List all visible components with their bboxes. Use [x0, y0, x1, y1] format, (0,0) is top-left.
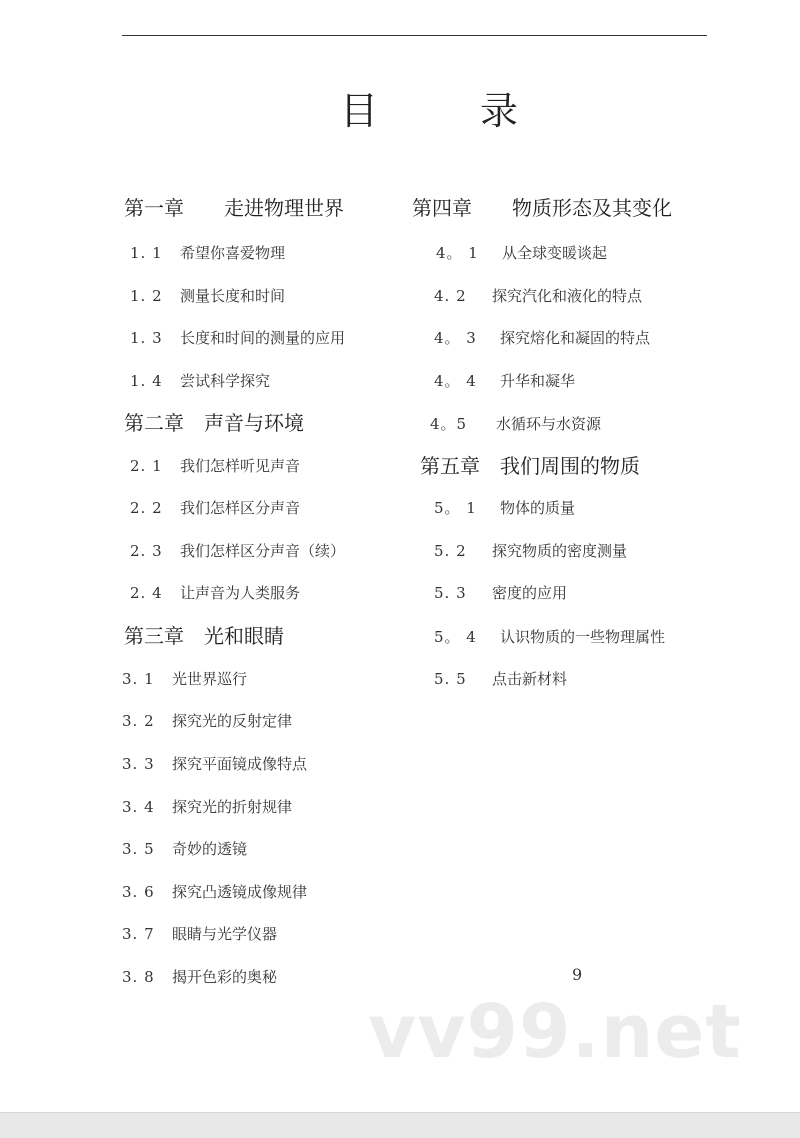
section-number: 3. 5: [122, 840, 155, 858]
section-number: 2. 3: [130, 542, 163, 560]
section-number: 4。5: [430, 415, 468, 433]
section-number: 5. 5: [434, 670, 467, 688]
section-title: 尝试科学探究: [180, 372, 271, 390]
section-title: 我们怎样听见声音: [180, 457, 301, 475]
chapter-name: 我们周围的物质: [500, 454, 640, 478]
section-number: 5. 2: [434, 542, 467, 560]
toc-entry: [434, 327, 650, 348]
chapter-heading: [124, 407, 304, 436]
toc-entry: [122, 796, 292, 817]
section-title: 测量长度和时间: [180, 287, 286, 305]
toc-entry: [122, 923, 277, 944]
section-number: 3. 1: [122, 670, 155, 688]
chapter-name: 声音与环境: [204, 411, 304, 435]
section-number: 2. 2: [130, 499, 163, 517]
chapter-heading: [420, 450, 640, 479]
toc-entry: [434, 370, 575, 391]
chapter-heading: [412, 192, 672, 221]
toc-entry: [130, 497, 300, 518]
section-title: 奇妙的透镜: [172, 840, 248, 858]
section-number: 5. 3: [434, 584, 467, 602]
toc-entry: [122, 668, 247, 689]
toc-entry: [130, 285, 285, 306]
section-number: 1. 2: [130, 287, 163, 305]
section-title: 揭开色彩的奥秘: [172, 968, 278, 986]
section-title: 物体的质量: [500, 499, 576, 517]
toc-entry: [130, 582, 300, 603]
section-number: 4。 4: [434, 372, 477, 390]
toc-entry: [122, 710, 292, 731]
section-title: 希望你喜爱物理: [180, 244, 286, 262]
chapter-heading: [124, 192, 344, 221]
section-number: 2. 4: [130, 584, 163, 602]
section-title: 点击新材料: [492, 670, 568, 688]
toc-entry: [122, 753, 307, 774]
section-title: 我们怎样区分声音（续）: [180, 542, 346, 560]
section-title: 我们怎样区分声音: [180, 499, 301, 517]
chapter-number: 第三章: [124, 624, 184, 648]
section-number: 1. 1: [130, 244, 163, 262]
toc-entry: [122, 881, 307, 902]
section-number: 3. 3: [122, 755, 155, 773]
chapter-name: 走进物理世界: [224, 196, 344, 220]
viewer-bottom-edge: [0, 1112, 800, 1138]
section-number: 3. 6: [122, 883, 155, 901]
section-title: 从全球变暖谈起: [502, 244, 608, 262]
section-title: 探究光的折射规律: [172, 798, 293, 816]
section-title: 探究平面镜成像特点: [172, 755, 308, 773]
chapter-name: 光和眼睛: [204, 624, 284, 648]
title-char-2: 录: [480, 89, 519, 133]
section-number: 5。 1: [434, 499, 477, 517]
section-title: 让声音为人类服务: [180, 584, 301, 602]
page-title: [0, 86, 800, 146]
section-number: 4. 2: [434, 287, 467, 305]
section-title: 探究熔化和凝固的特点: [500, 329, 651, 347]
title-char-1: 目: [340, 89, 379, 133]
section-title: 水循环与水资源: [496, 415, 602, 433]
toc-entry: [130, 370, 270, 391]
section-number: 3. 4: [122, 798, 155, 816]
section-title: 升华和凝华: [500, 372, 576, 390]
chapter-name: 物质形态及其变化: [512, 196, 672, 220]
toc-entry: [130, 242, 285, 263]
toc-entry: [430, 413, 601, 434]
chapter-number: 第五章: [420, 454, 480, 478]
section-title: 眼睛与光学仪器: [172, 925, 278, 943]
chapter-heading: [124, 620, 284, 649]
section-number: 3. 8: [122, 968, 155, 986]
section-title: 光世界巡行: [172, 670, 248, 688]
section-title: 密度的应用: [492, 584, 568, 602]
section-title: 长度和时间的测量的应用: [180, 329, 346, 347]
toc-entry: [130, 327, 345, 348]
page-number: 9: [572, 965, 583, 984]
section-title: 探究凸透镜成像规律: [172, 883, 308, 901]
section-number: 4。 1: [436, 244, 479, 262]
header-rule: [122, 35, 707, 36]
chapter-number: 第二章: [124, 411, 184, 435]
section-title: 探究汽化和液化的特点: [492, 287, 643, 305]
section-number: 1. 4: [130, 372, 163, 390]
section-number: 4。 3: [434, 329, 477, 347]
toc-entry: [434, 497, 575, 518]
toc-entry: [434, 668, 567, 689]
section-number: 3. 7: [122, 925, 155, 943]
toc-entry: [434, 540, 627, 561]
watermark-text: vv99.net: [368, 989, 742, 1075]
toc-entry: [434, 582, 567, 603]
section-number: 5。 4: [434, 628, 477, 646]
section-title: 认识物质的一些物理属性: [500, 628, 666, 646]
toc-entry: [130, 455, 300, 476]
toc-entry: [122, 838, 247, 859]
chapter-number: 第一章: [124, 196, 184, 220]
section-title: 探究物质的密度测量: [492, 542, 628, 560]
toc-entry: [122, 966, 277, 987]
toc-entry: [434, 626, 665, 647]
toc-entry: [130, 540, 345, 561]
section-number: 3. 2: [122, 712, 155, 730]
toc-entry: [434, 285, 642, 306]
chapter-number: 第四章: [412, 196, 472, 220]
section-number: 1. 3: [130, 329, 163, 347]
toc-entry: [436, 242, 607, 263]
section-title: 探究光的反射定律: [172, 712, 293, 730]
section-number: 2. 1: [130, 457, 163, 475]
